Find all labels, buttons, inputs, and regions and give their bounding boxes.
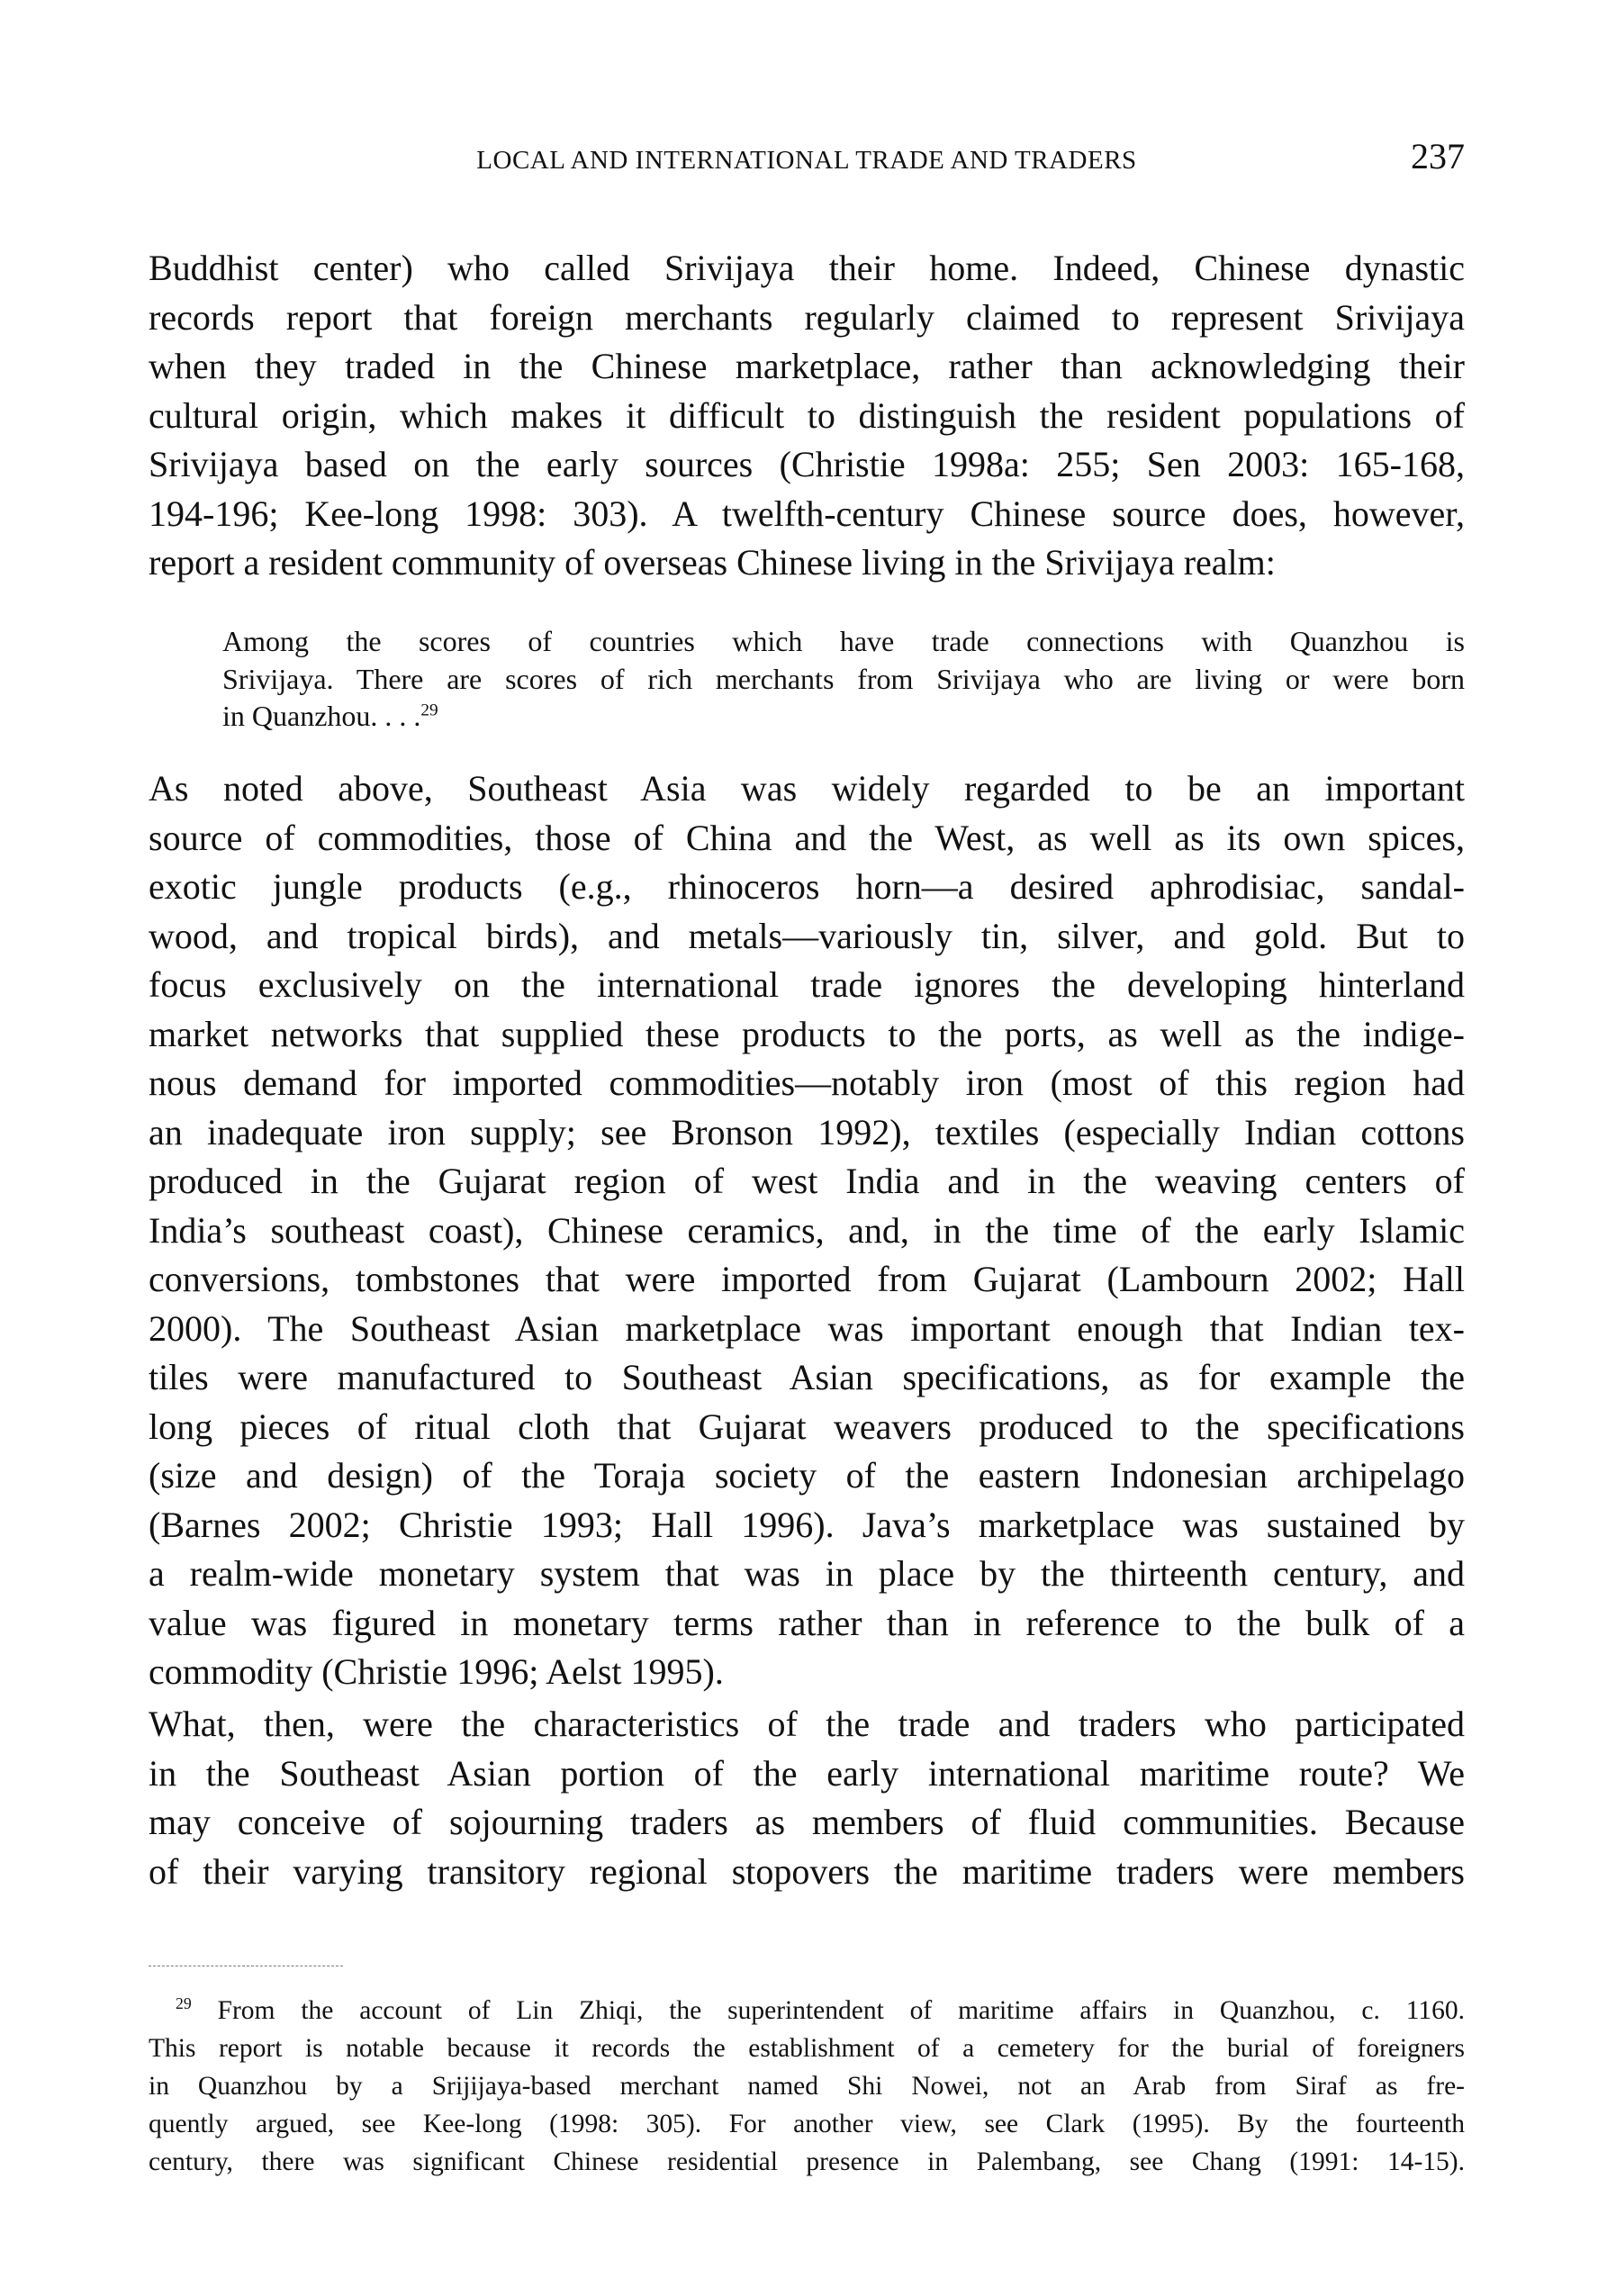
text-line: exotic jungle products (e.g., rhinoceros horn—a desired aphrodisiac, sandal- — [149, 866, 1465, 907]
text-line: report a resident community of overseas Chinese living in the Srivijaya realm: — [149, 542, 1276, 583]
text-line: an inadequate iron supply; see Bronson 1992), textiles (especially Indian cottons — [149, 1111, 1465, 1153]
running-title: LOCAL AND INTERNATIONAL TRADE AND TRADERS — [476, 146, 1137, 175]
text-line: (size and design) of the Toraja society of the eastern Indonesian archipelago — [149, 1455, 1465, 1496]
text-line: value was figured in monetary terms rather than in reference to the bulk of a — [149, 1602, 1465, 1643]
text-line: long pieces of ritual cloth that Gujarat weavers produced to the specifications — [149, 1406, 1465, 1447]
text-line: nous demand for imported commodities—notably iron (most of this region had — [149, 1062, 1465, 1103]
text-line: commodity (Christie 1996; Aelst 1995). — [149, 1651, 724, 1692]
footnote-line: quently argued, see Kee-long (1998: 305). For another view, see Clark (1995). By the fourteenth — [149, 2110, 1465, 2138]
running-header — [149, 135, 1465, 189]
text-line: (Barnes 2002; Christie 1993; Hall 1996). Java’s marketplace was sustained by — [149, 1504, 1465, 1545]
text-line: market networks that supplied these products to the ports, as well as the indige- — [149, 1013, 1465, 1054]
footnote-line: century, there was significant Chinese residential presence in Palembang, see Chang (1991: 14-15). — [149, 2147, 1465, 2176]
footnote-line: This report is notable because it records the establishment of a cemetery for the burial of foreigners — [149, 2034, 1465, 2063]
text-line: tiles were manufactured to Southeast Asian specifications, as for example the — [149, 1357, 1465, 1397]
text-line: 194-196; Kee-long 1998: 303). A twelfth-century Chinese source does, however, — [149, 493, 1465, 534]
quote-line — [222, 698, 1465, 736]
footnote-reference: 29 — [420, 701, 438, 720]
paragraph-1 — [149, 244, 1465, 588]
text-line: in the Southeast Asian portion of the early international maritime route? We — [149, 1752, 1465, 1794]
quote-line: Srivijaya. There are scores of rich merchants from Srivijaya who are living or were born — [222, 662, 1465, 695]
paragraph-3 — [149, 1700, 1465, 1896]
footnote-line — [149, 1992, 1465, 2029]
text-line: 2000). The Southeast Asian marketplace was important enough that Indian tex- — [149, 1307, 1465, 1349]
footnote-number: 29 — [176, 1994, 192, 2013]
text-line: cultural origin, which makes it difficult to distinguish the resident populations of — [149, 394, 1465, 436]
footnote — [149, 1992, 1465, 2181]
text-line: focus exclusively on the international trade ignores the developing hinterland — [149, 964, 1465, 1005]
text-line: What, then, were the characteristics of the trade and traders who participated — [149, 1704, 1465, 1744]
text-line: Srivijaya based on the early sources (Christie 1998a: 255; Sen 2003: 165-168, — [149, 444, 1465, 484]
paragraph-2 — [149, 764, 1465, 1697]
quote-line-text: in Quanzhou. . . . — [222, 700, 421, 732]
text-line: conversions, tombstones that were imported from Gujarat (Lambourn 2002; Hall — [149, 1259, 1465, 1299]
text-line: produced in the Gujarat region of west India and in the weaving centers of — [149, 1161, 1465, 1201]
text-line: As noted above, Southeast Asia was widely regarded to be an important — [149, 768, 1465, 809]
page-number: 237 — [1411, 136, 1465, 176]
footnote-line: in Quanzhou by a Srijijaya-based merchant named Shi Nowei, not an Arab from Siraf as fre- — [149, 2072, 1465, 2101]
footnote-line-text: From the account of Lin Zhiqi, the superintendent of maritime affairs in Quanzhou, c. 1160. — [217, 1996, 1465, 2025]
text-line: source of commodities, those of China and the West, as well as its own spices, — [149, 817, 1465, 858]
text-line: Buddhist center) who called Srivijaya their home. Indeed, Chinese dynastic — [149, 248, 1465, 288]
text-line: of their varying transitory regional stopovers the maritime traders were members — [149, 1850, 1465, 1892]
text-line: wood, and tropical birds), and metals—variously tin, silver, and gold. But to — [149, 915, 1465, 956]
block-quote — [222, 623, 1465, 736]
quote-line: Among the scores of countries which have trade connections with Quanzhou is — [222, 625, 1465, 657]
text-line: a realm-wide monetary system that was in place by the thirteenth century, and — [149, 1553, 1465, 1594]
text-line: records report that foreign merchants regularly claimed to represent Srivijaya — [149, 296, 1465, 338]
text-line: India’s southeast coast), Chinese ceramics, and, in the time of the early Islamic — [149, 1209, 1465, 1251]
text-line: may conceive of sojourning traders as members of fluid communities. Because — [149, 1802, 1465, 1842]
text-line: when they traded in the Chinese marketplace, rather than acknowledging their — [149, 346, 1465, 386]
